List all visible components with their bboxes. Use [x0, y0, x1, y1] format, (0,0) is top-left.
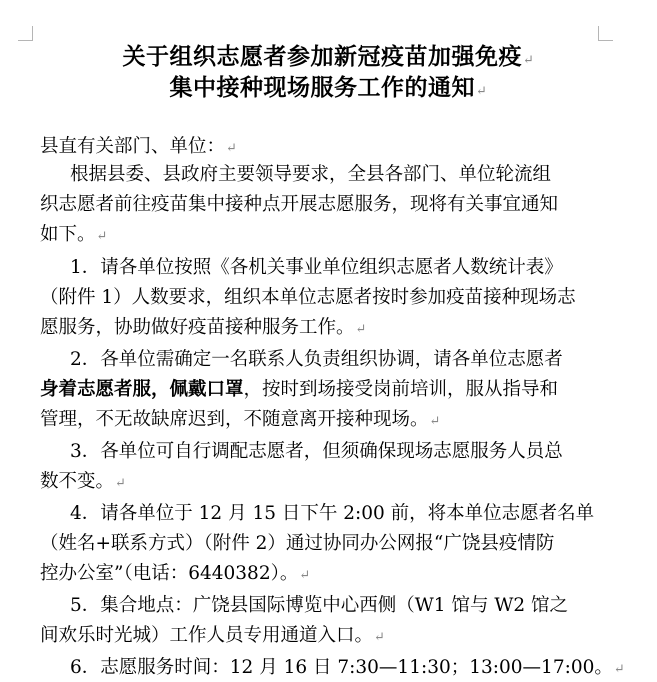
- item2-line: 身着志愿者服，佩戴口罩，按时到场接受岗前培训，服从指导和: [40, 379, 559, 400]
- item4-line: 控办公室”（电话：6440382）。↵: [40, 563, 311, 584]
- item1-line: （附件 1）人数要求，组织本单位志愿者按时参加疫苗接种现场志: [40, 287, 576, 308]
- document-title-line2: 集中接种现场服务工作的通知↵: [169, 74, 488, 101]
- paragraph-mark-icon: ↵: [226, 141, 237, 156]
- paragraph-mark-icon: ↵: [299, 568, 311, 583]
- item2-line: 2．各单位需确定一名联系人负责组织协调，请各单位志愿者: [70, 349, 563, 370]
- paragraph-mark-icon: ↵: [523, 53, 535, 68]
- paragraph-mark-icon: ↵: [613, 662, 625, 677]
- item5-line: 间欢乐时光城）工作人员专用通道入口。↵: [40, 625, 385, 646]
- emphasis-text: 身着志愿者服，佩戴口罩: [40, 379, 244, 400]
- item5-line: 5．集合地点：广饶县国际博览中心西侧（W1 馆与 W2 馆之: [70, 595, 568, 616]
- item6-line: 6．志愿服务时间：12 月 16 日 7:30—11:30；13:00—17:00。↵: [70, 657, 625, 678]
- paragraph-mark-icon: ↵: [476, 84, 488, 99]
- intro-line: 如下。↵: [40, 224, 108, 245]
- paragraph-mark-icon: ↵: [96, 229, 108, 244]
- document-title-line1: 关于组织志愿者参加新冠疫苗加强免疫↵: [122, 43, 535, 70]
- paragraph-mark-icon: ↵: [374, 630, 385, 645]
- paragraph-mark-icon: ↵: [115, 476, 126, 491]
- item4-line: 4．请各单位于 12 月 15 日下午 2:00 前，将本单位志愿者名单: [70, 503, 595, 524]
- paragraph-mark-icon: ↵: [429, 414, 441, 429]
- item4-line: （姓名+联系方式）（附件 2）通过协同办公网报“广饶县疫情防: [40, 533, 555, 554]
- item3-line: 3．各单位可自行调配志愿者，但须确保现场志愿服务人员总: [70, 441, 563, 462]
- item1-line: 愿服务，协助做好疫苗接种服务工作。↵: [40, 317, 367, 338]
- item1-line: 1．请各单位按照《各机关事业单位组织志愿者人数统计表》: [70, 257, 563, 278]
- paragraph-mark-icon: ↵: [355, 322, 367, 337]
- item2-line: 管理，不无故缺席迟到，不随意离开接种现场。↵: [40, 409, 441, 430]
- intro-line: 根据县委、县政府主要领导要求，全县各部门、单位轮流组: [70, 164, 552, 185]
- salutation: 县直有关部门、单位：↵: [40, 136, 237, 157]
- intro-line: 织志愿者前往疫苗集中接种点开展志愿服务，现将有关事宜通知: [40, 194, 559, 215]
- item3-line: 数不变。↵: [40, 471, 126, 492]
